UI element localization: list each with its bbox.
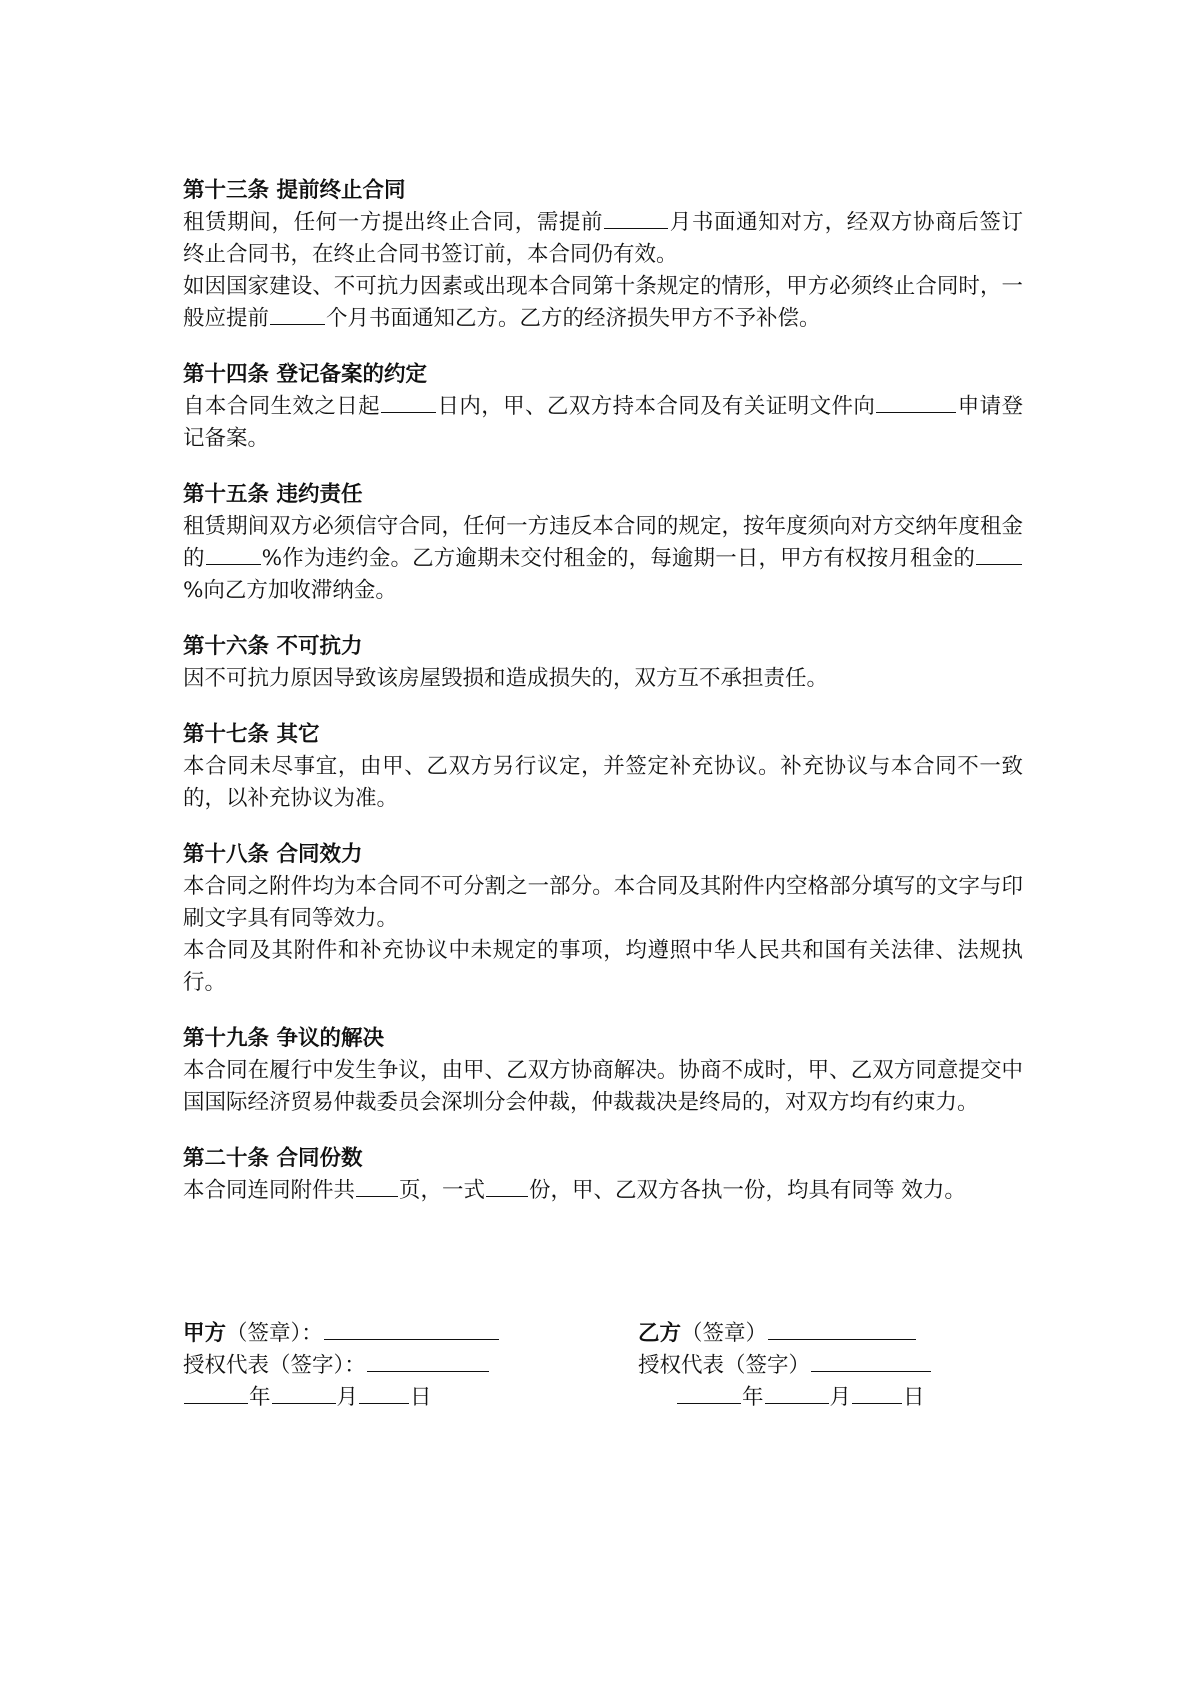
fill-blank [876,391,956,413]
party-a-date: 年 月 日 [183,1382,432,1414]
article-13 [183,175,1023,335]
article-title: 第十六条 不可抗力 [183,634,363,659]
fill-blank [486,1175,528,1197]
article-16 [183,631,1023,695]
fill-blank [356,1175,398,1197]
fill-blank [367,1350,489,1372]
fill-blank [976,543,1022,565]
article-15 [183,479,1023,607]
article-title: 第十三条 提前终止合同 [183,178,406,203]
fill-blank [324,1318,499,1340]
fill-blank [206,543,261,565]
fill-blank [811,1350,931,1372]
article-title: 第十八条 合同效力 [183,842,363,867]
article-paragraph: 本合同连同附件共 页，一式 份，甲、乙双方各执一份，均具有同等 效力。 [183,1175,1023,1207]
article-17 [183,719,1023,815]
contract-body [183,175,1023,1231]
article-14 [183,359,1023,455]
party-b-date: 年 月 日 [676,1382,925,1414]
party-b-signature: 乙方（签章） [638,1318,917,1350]
date-row [183,1382,1043,1414]
article-paragraph: 本合同及其附件和补充协议中未规定的事项，均遵照中华人民共和国有关法律、法规执行。 [183,938,1023,995]
party-b-representative: 授权代表（签字） [638,1350,932,1382]
fill-blank [270,303,325,325]
fill-blank [604,207,668,229]
signature-block [183,1318,1043,1414]
article-paragraph: 如因国家建设、不可抗力因素或出现本合同第十条规定的情形，甲方必须终止合同时，一般应提前 个月书面通知乙方。乙方的经济损失甲方不予补偿。 [183,274,1023,331]
article-paragraph: 租赁期间双方必须信守合同，任何一方违反本合同的规定，按年度须向对方交纳年度租金的 %作为违约金。乙方逾期未交付租金的，每逾期一日，甲方有权按月租金的%向乙方加收滞纳金。 [183,514,1023,603]
fill-blank [765,1382,829,1404]
party-a-representative: 授权代表（签字）： [183,1350,490,1382]
article-19 [183,1023,1023,1119]
article-paragraph: 因不可抗力原因导致该房屋毁损和造成损失的，双方互不承担责任。 [183,666,829,691]
signature-row [183,1318,1043,1350]
article-18 [183,839,1023,999]
article-paragraph: 自本合同生效之日起 日内，甲、乙双方持本合同及有关证明文件向 申请登记备案。 [183,391,1023,455]
party-a-signature: 甲方（签章）： [183,1318,500,1350]
fill-blank [381,391,436,413]
article-20 [183,1143,1023,1207]
fill-blank [677,1382,741,1404]
fill-blank [768,1318,916,1340]
fill-blank [359,1382,409,1404]
article-title: 第二十条 合同份数 [183,1146,363,1171]
fill-blank [272,1382,336,1404]
article-title: 第十九条 争议的解决 [183,1026,384,1051]
article-paragraph: 租赁期间，任何一方提出终止合同，需提前 月书面通知对方，经双方协商后签订终止合同书，在终止合同书签订前，本合同仍有效。 [183,207,1023,271]
article-title: 第十四条 登记备案的约定 [183,362,427,387]
article-paragraph: 本合同未尽事宜，由甲、乙双方另行议定，并签定补充协议。补充协议与本合同不一致的，以补充协议为准。 [183,754,1023,811]
article-title: 第十七条 其它 [183,722,320,747]
article-paragraph: 本合同在履行中发生争议，由甲、乙双方协商解决。协商不成时，甲、乙双方同意提交中国国际经济贸易仲裁委员会深圳分会仲裁，仲裁裁决是终局的，对双方均有约束力。 [183,1058,1023,1115]
fill-blank [184,1382,248,1404]
representative-row [183,1350,1043,1382]
article-title: 第十五条 违约责任 [183,482,363,507]
article-paragraph: 本合同之附件均为本合同不可分割之一部分。本合同及其附件内空格部分填写的文字与印刷文字具有同等效力。 [183,874,1023,931]
fill-blank [852,1382,902,1404]
